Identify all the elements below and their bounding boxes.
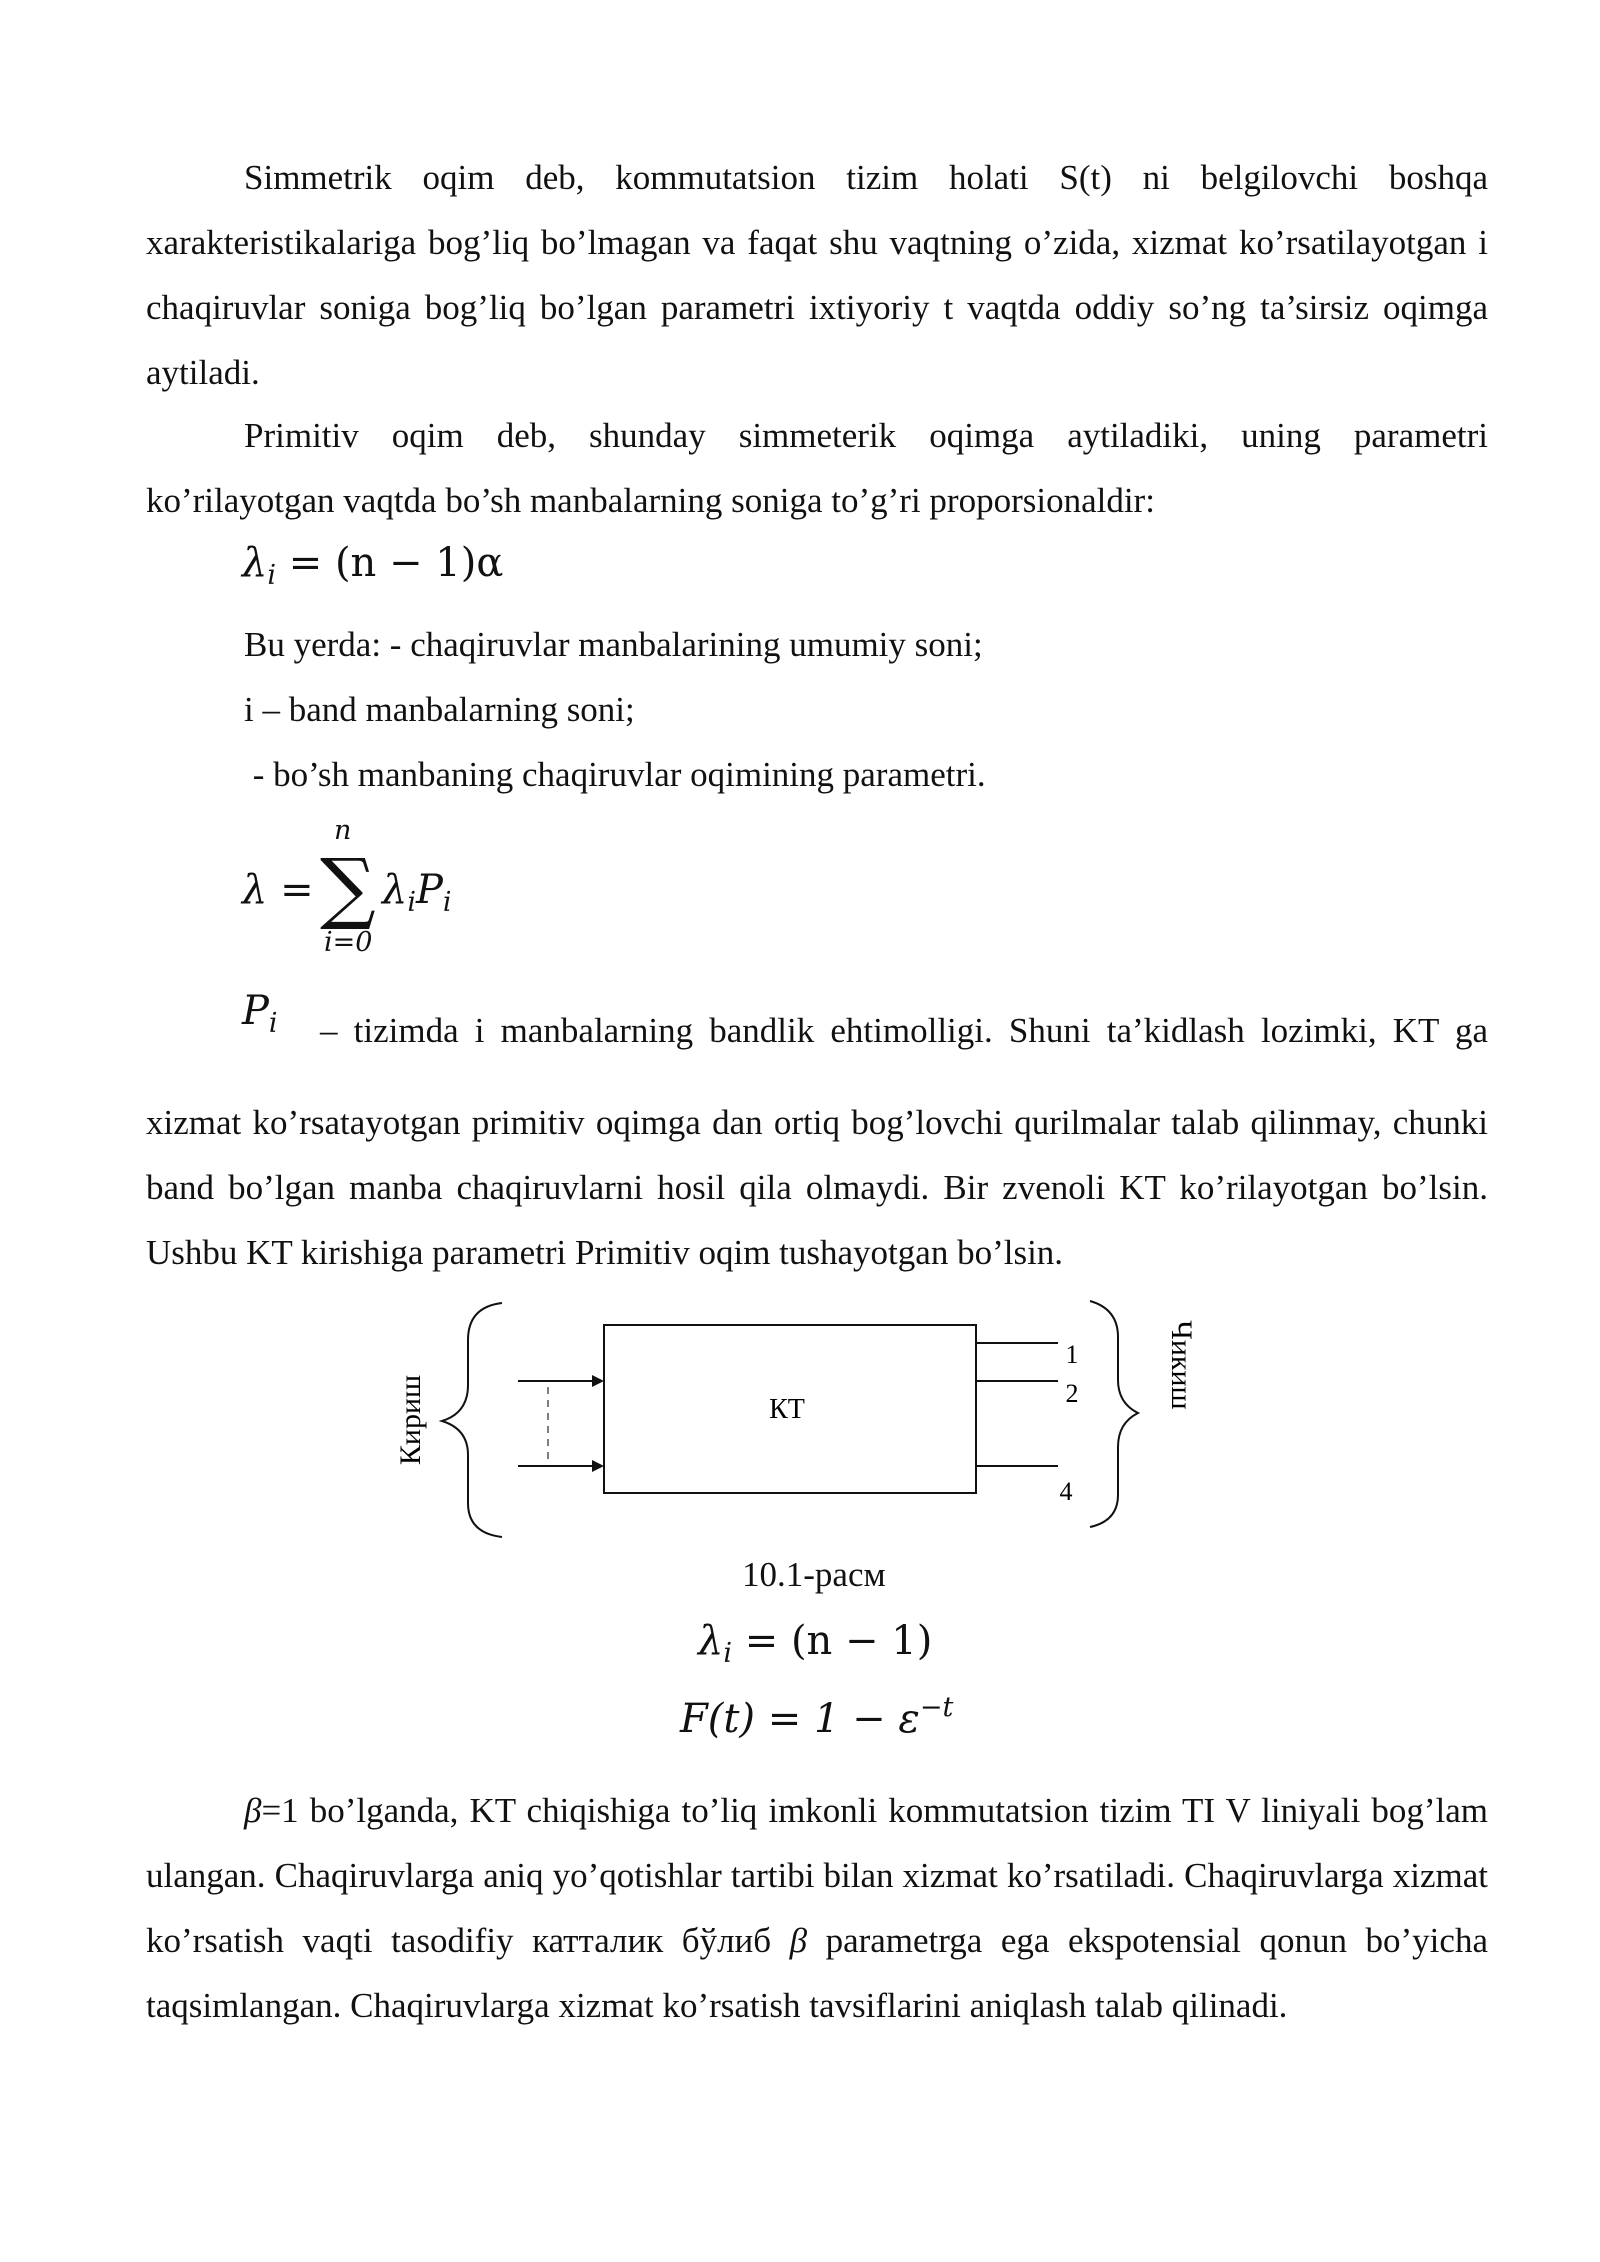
sum-lhs: λ = [242, 867, 314, 913]
output-number-4: 4 [1059, 1477, 1073, 1506]
kt-box-label: КТ [769, 1394, 805, 1425]
output-number-1: 1 [1065, 1340, 1079, 1369]
formula-lambda-i: $\lambda_i = (n - 1)\alpha$ [242, 540, 504, 591]
left-brace [442, 1303, 502, 1537]
paragraph-service-conditions: β=1 bo’lganda, KT chiqishiga to’liq imkonli kommutatsion tizim TI V liniyali bog’lam ulangan. Chaqiruvlarga aniq yo’qotishlar tartibi bilan xizmat ko’rsatiladi. Chaqiruvlarga xizmat ko’rsatish vaqti tasodifiy катталик бўлиб β parametrga ega ekspotensial qonun bo’yicha taqsimlangan. Chaqiruvlarga xizmat ko’rsatish tavsiflarini aniqlash talab qilinadi. [146, 1791, 1488, 2025]
beta-symbol: β [244, 1791, 262, 1830]
formula-lambda-i-short: $\lambda_i = (n - 1)$ [698, 1618, 933, 1669]
sum-term: $\lambda_iP_i$ [382, 867, 452, 918]
paragraph-primitive-flow: Primitiv oqim deb, shunday simmeterik oqimga aytiladiki, uning parametri ko’rilayotgan vaqtda bo’sh manbalarning soniga to’g’ri proporsionaldir: [146, 416, 1488, 520]
sum-lower-limit: i=0 [324, 927, 373, 958]
output-label: Чикиш [1165, 1320, 1198, 1410]
paragraph-symmetric-flow: Simmetrik oqim deb, kommutatsion tizim holati S(t) ni belgilovchi boshqa xarakteristikalariga bog’liq bo’lmagan va faqat shu vaqtning o’zida, xizmat ko’rsatilayotgan i chaqiruvlar soniga bog’liq bo’lgan parametri ixtiyoriy t vaqtda oddiy so’ng ta’sirsiz oqimga aytiladi. [146, 158, 1488, 392]
formula-distribution: $F(t) = 1 - \varepsilon^{-t}$ [680, 1692, 954, 1742]
paragraph-probability-first-line: – tizimda i manbalarning bandlik ehtimolligi. Shuni ta’kidlash lozimki, KT ga [320, 1011, 1488, 1050]
figure-caption: 10.1-расм [742, 1555, 886, 1594]
paragraph-primitive-flow-devices: xizmat ko’rsatayotgan primitiv oqimga dan ortiq bog’lovchi qurilmalar talab qilinmay, chunki band bo’lgan manba chaqiruvlarni hosil qila olmaydi. Bir zvenoli KT ko’rilayotgan bo’lsin. Ushbu KT kirishiga parametri Primitiv oqim tushayotgan bo’lsin. [146, 1103, 1488, 1272]
where-line-2: i – band manbalarning soni; [244, 690, 635, 729]
beta-symbol-2: β [789, 1921, 808, 1960]
figure-kt-diagram [390, 1295, 1198, 1545]
where-line-3: - bo’sh manbaning chaqiruvlar oqimining parametri. [244, 755, 986, 794]
symbol-p-i: $P_i$ [242, 988, 278, 1039]
sum-upper-limit: n [334, 815, 352, 846]
output-number-2: 2 [1065, 1379, 1079, 1408]
where-line-1: Bu yerda: - chaqiruvlar manbalarining umumiy soni; [244, 625, 983, 664]
formula-lambda-sum [242, 815, 502, 965]
input-label: Кириш [394, 1374, 427, 1466]
sum-sign: ∑ [320, 843, 376, 933]
right-brace [1090, 1301, 1138, 1527]
